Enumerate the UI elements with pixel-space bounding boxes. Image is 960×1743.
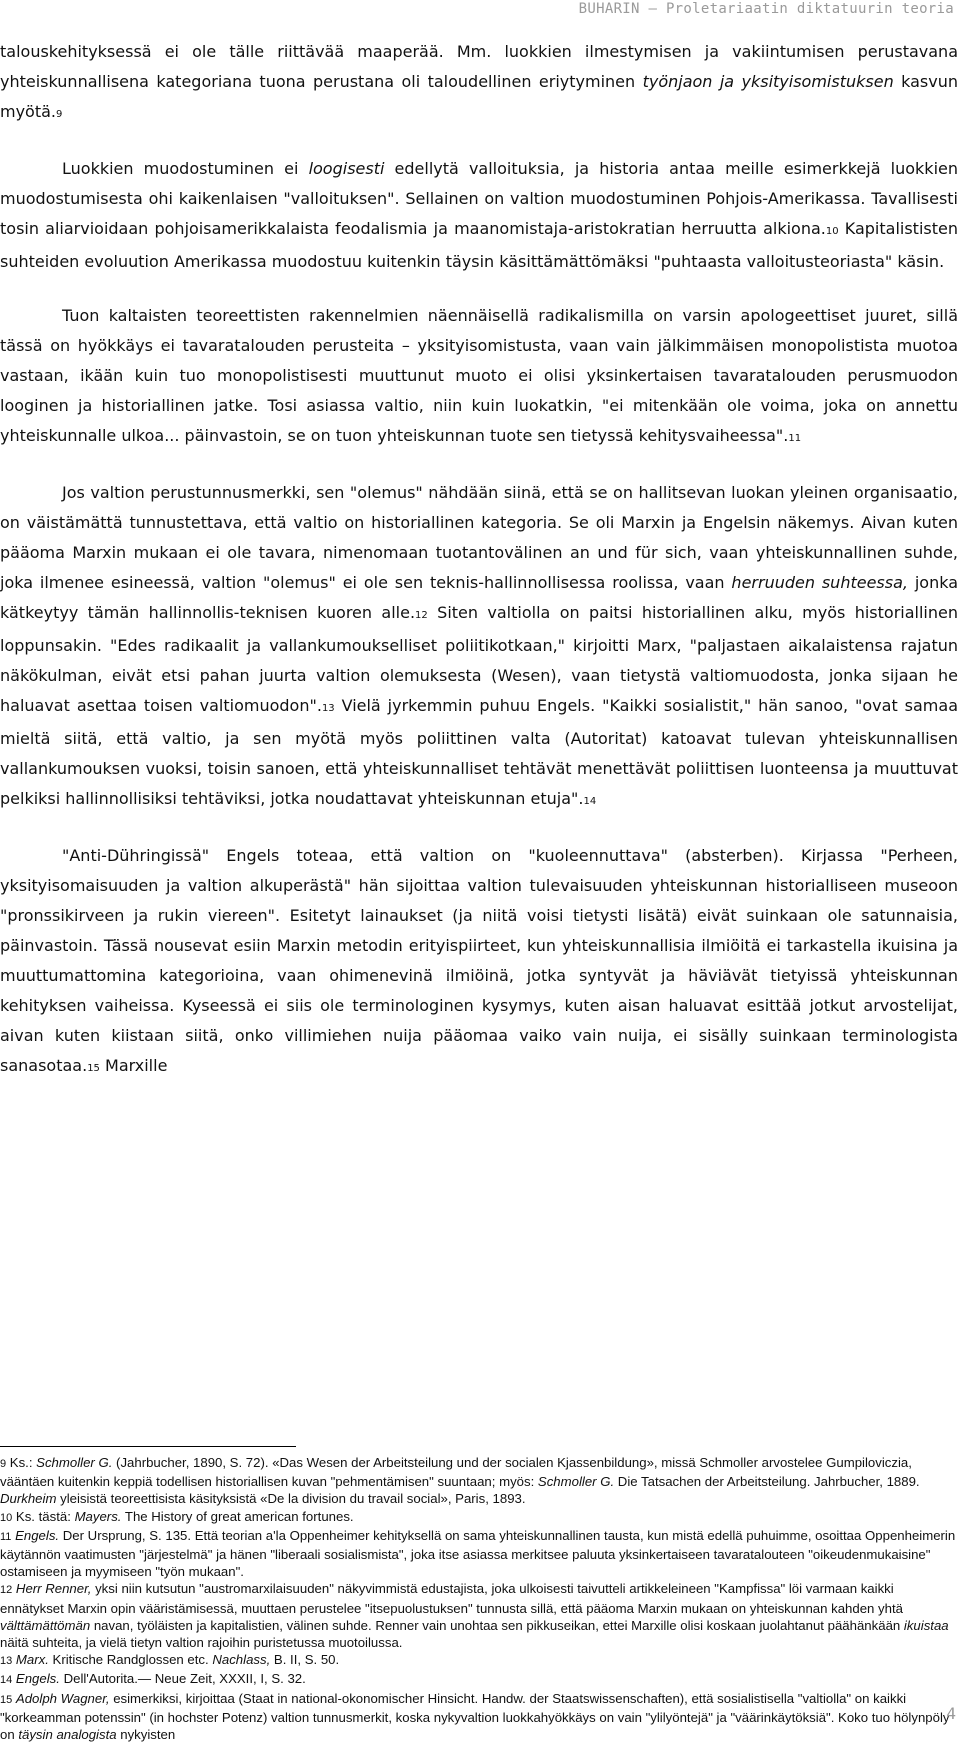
paragraph-5 [0,841,958,1084]
text-run: Luokkien muodostuminen ei [62,159,309,178]
text-run: jonka kätkeytyy tämän hallinnollis-teknisen kuoren alle. [0,573,959,622]
text-run: Der Ursprung, S. 135. Että teorian a'la Oppenheimer kehityksellä on sama yhteiskunnallinen tausta, kun mistä edellä puhuimme, osoittaa Oppenheimerin käytännön vaatimusten "järjestelmä" ja hänen "liberaali sosialismista", joka itse asiassa merkitsee paluuta yksinkertaiseen tavaratalouteen "oikeudenmukaisine" ostamiseen ja myymiseen "työn mukaan". [0,1527,956,1580]
footnote-ref[interactable]: 14 [583,796,597,807]
emphasis: Engels. [15,1671,60,1687]
text-run: yleisistä teoreettisista käsityksistä «De la division du travail social», Paris, 1893. [56,1491,526,1507]
emphasis: työnjaon ja yksityisomistuksen [642,72,894,91]
footnote-10 [0,1508,958,1527]
text-run: navan, työläisten ja kapitalistien, välinen suhde. Renner vain unohtaa sen pikkuseikan, ettei Marxille olisi koskaan juolahtanut päähänkään [90,1617,904,1633]
footnote-15 [0,1690,958,1743]
footnote-number: 9 [0,1458,7,1470]
text-run: Vielä jyrkemmin puhuu Engels. "Kaikki sosialistit," hän sanoo, "ovat samaa mieltä siitä, että valtio, ja sen myötä myös poliittinen valta (Autoritat) katoavat tulevan yhteiskunnallisen vallankumouksen vuoksi, toisin sanoen, että yhteiskunnalliset tehtävät menettävät poliittisen luonteensa ja muuttuvat pelkiksi hallinnollisiksi tehtäviksi, jotka noudattavat yhteiskunnan etuja". [0,696,958,808]
text-run: nykyisten [116,1727,176,1743]
footnote-ref[interactable]: 11 [788,433,802,444]
footnote-11 [0,1527,958,1581]
text-run: Siten valtiolla on paitsi historiallinen alku, myös historiallinen loppunsakin. "Edes radikaalit ja vallankumoukselliset poliitikotkaan," kirjoitti Marx, "paljastaen aikalaistensa rajatun näkökulman, eivät etsi pahan juurta valtion olemuksesta (Wesen), vaan tietystä valtiomuodosta, jonka sijaan he haluavat asettaa toisen valtiomuodon". [0,603,958,715]
footnote-ref[interactable]: 10 [825,226,839,237]
text-run: The History of great american fortunes. [121,1508,354,1524]
footnote-ref[interactable]: 15 [87,1063,100,1074]
emphasis: Nachlass, [212,1652,271,1668]
emphasis: Mayers. [74,1508,122,1524]
text-run: Ks. tästä: [12,1508,75,1524]
text-run: Tuon kaltaisten teoreettisten rakennelmien näennäisellä radikalismilla on varsin apologeettiset juuret, sillä tässä on hyökkäys ei tavaratalouden perusteita – yksityisomistusta, vaan vain jälkimmäisen monopolistista muotoa vastaan, ikään kuin tuo monopolistisesti muuttunut muoto ei olisi yksinkertaisen tavaratalouden perusmuodon looginen ja historiallinen jatke. Tosi asiassa valtio, niin kuin luokatkin, "ei mitenkään ole voima, joka on annettu yhteiskunnalle ulkoa... päinvastoin, se on tuon yhteiskunnan tuote sen tietyssä kehitysvaiheessa". [0,306,958,445]
text-run: edellytä valloituksia, ja historia antaa meille esimerkkejä luokkien muodostumisesta ohi kaikenlaisen "valloituksen". Sellainen on valtion muodostuminen Pohjois-Amerikassa. Tavallisesti tosin aliarvioidaan pohjoisamerikkalaista feodalismia ja maanomistaja-aristokratian herruutta alkiona. [0,159,958,238]
footnote-ref[interactable]: 9 [56,109,63,120]
text-run: Ks.: [6,1455,37,1470]
paragraph-4 [0,478,958,817]
text-run: Marxille [99,1056,168,1075]
footnote-number: 14 [0,1674,13,1687]
text-run: Dell'Autorita.— Neue Zeit, XXXII, I, S. 32. [59,1671,306,1687]
text-run: yksi niin kutsutun "austromarxilaisuuden" näkyvimmistä edustajista, joka ulkoisesti taivutteli artikkeleineen "Kampfissa" löi varmaan kaikki ennätykset Marxin opin vääristämisessä, muuttaen perustelee "itsepuolustuksen" tunnusta sillä, että pääoma Marxin mukaan on yhteiskunnan kahden yhtä [0,1581,903,1616]
footnote-number: 13 [0,1655,13,1668]
footnote-ref[interactable]: 13 [321,703,335,714]
running-header: BUHARIN – Proletariaatin diktatuurin teoria [578,1,954,17]
text-run: näitä suhteita, ja vielä tietyn valtion rajoihin puristetussa muotoilussa. [0,1635,403,1651]
footnote-separator [0,1446,296,1447]
footnote-number: 11 [0,1530,12,1543]
text-run: talouskehityksessä ei ole tälle riittävää maaperää. Mm. luokkien ilmestymisen ja vakiintumisen perustavana yhteiskunnallisena kategoriana tuona perustana oli taloudellinen eriytyminen [0,42,958,91]
emphasis: ikuistaa [903,1617,949,1633]
footnote-14 [0,1670,958,1689]
footnote-number: 12 [0,1584,13,1597]
page-number: 4 [946,1704,956,1723]
paragraph-1 [0,37,958,130]
footnotes [0,1454,958,1743]
paragraph-3 [0,301,958,454]
emphasis: välttämättömän [0,1617,91,1633]
footnote-number: 10 [0,1511,13,1524]
emphasis: herruuden suhteessa, [731,573,908,592]
paragraph-2 [0,154,958,277]
text-run: esimerkiksi, kirjoittaa (Staat in national-okonomischer Hinsicht. Handw. der Staatswissenschaften), että sosialistisella "valtiolla" on kaikki "korkeamman potenssin" (in hochster Potenz) valtion tunnusmerkit, koska nykyvaltion luokkahyökkäys on vain "ylilyöntejä" ja "väärinkäytöksiä". Koko tuo hölynpöly on [0,1690,950,1743]
emphasis: loogisesti [308,159,385,178]
footnote-13 [0,1651,958,1670]
footnote-number: 15 [0,1693,13,1706]
emphasis: Adolph Wagner, [15,1690,110,1706]
text-run: Jos valtion perustunnusmerkki, sen "olemus" nähdään siinä, että se on hallitsevan luokan yleinen organisaatio, on väistämättä tunnustettava, että valtio on historiallinen kategoria. Se oli Marxin ja Engelsin näkemys. Aivan kuten pääoma Marxin mukaan ei ole tavara, nimenomaan tuotantovälinen an und für sich, vaan yhteiskunnallinen suhde, joka ilmenee esineessä, valtion "olemus" ei ole sen teknis-hallinnollisessa roolissa, vaan [0,483,958,592]
text-run: "Anti-Dühringissä" Engels toteaa, että valtion on "kuoleennuttava" (absterben). Kirjassa "Perheen, yksityisomaisuuden ja valtion alkuperästä" hän sijoittaa valtion tulevaisuuden yhteiskunnan historialliseen museoon "pronssikirveen ja rukin viereen". Esitetyt lainaukset (ja niitä voisi tietysti lisätä) eivät suinkaan ole satunnaisia, päinvastoin. Tässä nousevat esiin Marxin metodin erityispiirteet, kun yhteiskunnallisia ilmiöitä ei tarkastella ikuisina ja muuttumattomina kategorioina, vaan ohimenevinä ilmiöinä, jotka syntyvät ja häviävät tietyissä yhteiskunnan kehityksen vaiheissa. Kyseessä ei siis ole terminologinen kysymys, kuten aisan haluavat esittää jotkut arvostelijat, aivan kuten kiistaan siitä, onko villimiehen nuija pääomaa vaiko vain nuija, ei sisälly suinkaan terminologista sanasotaa. [0,846,958,1075]
emphasis: Herr Renner, [15,1581,92,1597]
emphasis: Marx. [15,1652,49,1668]
text-run: kasvun myötä. [0,72,959,121]
emphasis: Durkheim [0,1491,57,1507]
emphasis: Schmoller G. [36,1455,113,1470]
footnote-12 [0,1580,958,1651]
footnote-ref[interactable]: 12 [415,610,428,621]
emphasis: Schmoller G. [537,1474,615,1490]
text-run: (Jahrbucher, 1890, S. 72). «Das Wesen der Arbeitsteilung und der socialen Kjassenbildung», missä Schmoller arvostelee Gumpiloviczia, vääntäen kuitenkin keppiä todellisen historiallisen kuvan "pehmentämisen" suuntaan; myös: [0,1455,912,1490]
text-run: Kapitalististen suhteiden evoluution Amerikassa muodostuu kuitenkin täysin käsittämättömäksi "puhtaasta valloitusteoriasta" käsin. [0,219,958,271]
emphasis: täysin analogista [18,1727,117,1743]
text-run: Die Tatsachen der Arbeitsteilung. Jahrbucher, 1889. [614,1474,920,1490]
text-run: Kritische Randglossen etc. [48,1652,213,1668]
main-text [0,37,958,1084]
emphasis: Engels. [15,1527,60,1543]
footnote-9 [0,1454,958,1508]
text-run: B. II, S. 50. [270,1652,340,1668]
